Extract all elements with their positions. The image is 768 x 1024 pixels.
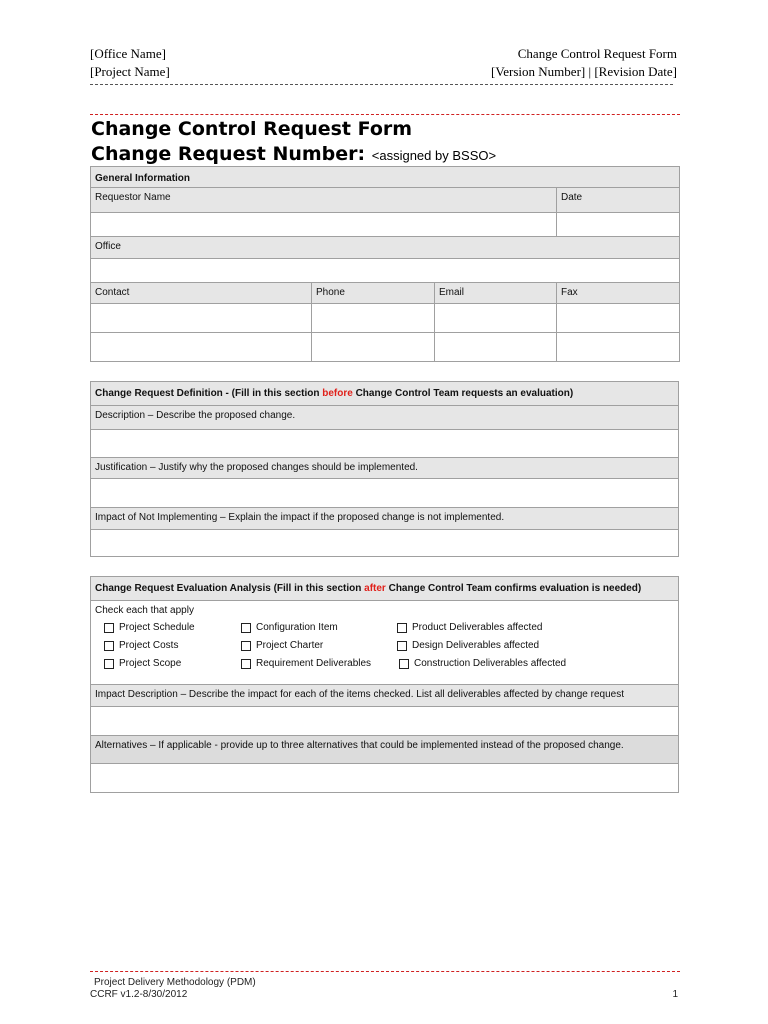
fax-label: Fax [557, 283, 680, 304]
requirement-deliverables-option[interactable] [241, 658, 371, 669]
project-costs-checkbox[interactable] [104, 641, 114, 651]
email-label: Email [435, 283, 557, 304]
evaluation-heading-part2: Change Control Team confirms evaluation is needed) [385, 583, 642, 594]
checklist-row-3 [95, 658, 674, 676]
project-costs-option[interactable] [104, 640, 178, 651]
phone-field-1[interactable] [312, 304, 435, 333]
header-version-line: [Version Number] | [Revision Date] [491, 64, 677, 79]
project-scope-option[interactable] [104, 658, 181, 669]
evaluation-heading [91, 577, 679, 601]
general-information-heading: General Information [91, 167, 680, 188]
definition-heading-before: before [322, 388, 353, 399]
product-deliverables-option[interactable] [397, 622, 542, 633]
requestor-name-field[interactable] [91, 213, 557, 237]
header-red-divider [90, 114, 680, 115]
evaluation-heading-after: after [364, 583, 386, 594]
requirement-deliverables-checkbox[interactable] [241, 659, 251, 669]
header-divider [90, 84, 673, 85]
project-schedule-option[interactable] [104, 622, 195, 633]
definition-heading-part2: Change Control Team requests an evaluation) [352, 388, 574, 399]
email-field-2[interactable] [435, 333, 557, 362]
contact-field-1[interactable] [91, 304, 312, 333]
definition-heading-part1: Change Request Definition - (Fill in this section [95, 388, 323, 399]
evaluation-heading-part1: Change Request Evaluation Analysis (Fill in this section [95, 583, 365, 594]
project-schedule-label: Project Schedule [119, 622, 195, 633]
checklist-row-2 [95, 640, 674, 658]
project-scope-label: Project Scope [119, 658, 182, 669]
contact-label: Contact [91, 283, 312, 304]
alternatives-label: Alternatives – If applicable - provide up to three alternatives that could be implemented instead of the proposed change. [91, 736, 679, 764]
project-scope-checkbox[interactable] [104, 659, 114, 669]
product-deliverables-label: Product Deliverables affected [412, 622, 543, 633]
design-deliverables-checkbox[interactable] [397, 641, 407, 651]
construction-deliverables-checkbox[interactable] [399, 659, 409, 669]
footer-methodology: Project Delivery Methodology (PDM) [94, 977, 256, 988]
email-field-1[interactable] [435, 304, 557, 333]
checklist-cell [91, 601, 679, 685]
change-request-definition-table [90, 381, 679, 557]
project-schedule-checkbox[interactable] [104, 623, 114, 633]
impact-not-implementing-field[interactable] [91, 530, 679, 557]
fax-field-2[interactable] [557, 333, 680, 362]
phone-field-2[interactable] [312, 333, 435, 362]
change-request-number-note: <assigned by BSSO> [371, 148, 497, 163]
justification-label: Justification – Justify why the proposed changes should be implemented. [91, 458, 679, 479]
impact-not-implementing-label: Impact of Not Implementing – Explain the impact if the proposed change is not implemented. [91, 508, 679, 530]
requestor-name-label: Requestor Name [91, 188, 557, 213]
date-field[interactable] [557, 213, 680, 237]
project-charter-checkbox[interactable] [241, 641, 251, 651]
configuration-item-label: Configuration Item [256, 622, 338, 633]
design-deliverables-option[interactable] [397, 640, 539, 651]
header-doc-title: Change Control Request Form [517, 46, 677, 61]
office-label: Office [91, 237, 680, 259]
change-request-number-label: Change Request Number: [91, 143, 372, 165]
construction-deliverables-option[interactable] [399, 658, 566, 669]
header-project-name: [Project Name] [90, 64, 170, 79]
footer-page-number: 1 [672, 989, 678, 1000]
contact-field-2[interactable] [91, 333, 312, 362]
phone-label: Phone [312, 283, 435, 304]
impact-description-label: Impact Description – Describe the impact for each of the items checked. List all deliverables affected by change request [91, 685, 679, 707]
evaluation-analysis-table [90, 576, 679, 793]
alternatives-field[interactable] [91, 764, 679, 793]
justification-field[interactable] [91, 479, 679, 508]
configuration-item-checkbox[interactable] [241, 623, 251, 633]
project-charter-option[interactable] [241, 640, 323, 651]
project-charter-label: Project Charter [256, 640, 324, 651]
general-information-table [90, 166, 680, 362]
impact-description-field[interactable] [91, 707, 679, 736]
check-each-label: Check each that apply [95, 605, 194, 616]
office-field[interactable] [91, 259, 680, 283]
footer-version: CCRF v1.2-8/30/2012 [90, 989, 188, 1000]
checklist-row-1 [95, 622, 674, 640]
construction-deliverables-label: Construction Deliverables affected [414, 658, 567, 669]
design-deliverables-label: Design Deliverables affected [412, 640, 540, 651]
change-request-number-title [91, 143, 496, 165]
project-costs-label: Project Costs [119, 640, 179, 651]
product-deliverables-checkbox[interactable] [397, 623, 407, 633]
header-office-name: [Office Name] [90, 46, 166, 61]
definition-heading [91, 382, 679, 406]
requirement-deliverables-label: Requirement Deliverables [256, 658, 372, 669]
configuration-item-option[interactable] [241, 622, 338, 633]
form-title: Change Control Request Form [91, 118, 413, 140]
description-field[interactable] [91, 430, 679, 458]
description-label: Description – Describe the proposed change. [91, 406, 679, 430]
date-label: Date [557, 188, 680, 213]
footer-red-divider [90, 971, 680, 972]
fax-field-1[interactable] [557, 304, 680, 333]
